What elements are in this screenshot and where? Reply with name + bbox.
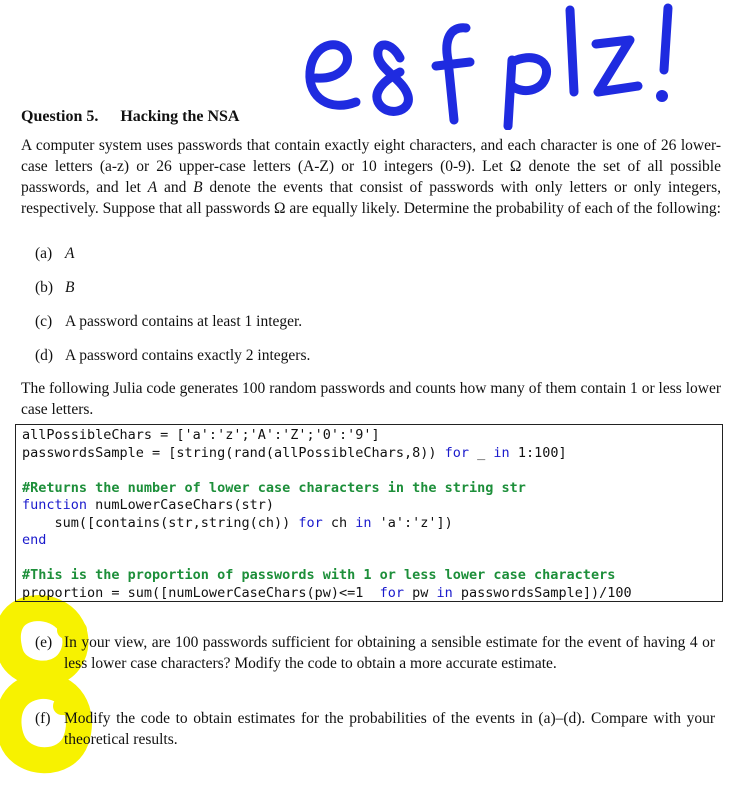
part-label: (e) — [35, 634, 53, 651]
code-line — [22, 515, 722, 533]
hand-ampersand — [377, 45, 409, 111]
code-text: proportion = sum([numLowerCaseChars(pw)<=1 — [22, 584, 380, 601]
code-text: ch — [322, 514, 356, 531]
question-intro: A computer system uses passwords that contain exactly eight characters, and each character is one of 26 lower-case letters (a-z) or 26 upper-case letters (A-Z) or 10 integers (0-9). Let Ω denote the set of all possible passwords, and let A and B denote the events that consist of passwords with only letters or only integers, respectively. Suppose that all passwords Ω are equally likely. Determine the probability of each of the following: — [21, 137, 721, 217]
code-text: passwordsSample = [string(rand(allPossibleChars,8)) — [22, 444, 445, 461]
code-keyword: for — [379, 584, 405, 601]
part-text: In your view, are 100 passwords sufficient for obtaining a sensible estimate for the event of having 4 or less lower case characters? Modify the code to obtain a more accurate estimate. — [64, 634, 715, 672]
handwritten-annotation — [300, 0, 700, 130]
code-block — [15, 424, 723, 602]
part-text: A password contains exactly 2 integers. — [65, 347, 311, 364]
code-comment: #This is the proportion of passwords with 1 or less lower case characters — [22, 567, 616, 583]
code-keyword: for — [298, 514, 323, 531]
part-f — [35, 708, 715, 750]
code-text: 'a':'z']) — [371, 514, 453, 531]
hand-letter-f — [436, 28, 470, 120]
julia-intro: The following Julia code generates 100 random passwords and counts how many of them contain 1 or less lower case letters. — [21, 380, 721, 418]
code-keyword: function — [22, 497, 88, 513]
part-d — [35, 347, 310, 365]
part-a — [35, 245, 74, 263]
hand-letter-z — [596, 40, 638, 92]
part-b — [35, 279, 74, 297]
question-title: Hacking the NSA — [120, 108, 240, 125]
hand-letter-l — [570, 10, 574, 92]
part-text: Modify the code to obtain estimates for the probabilities of the events in (a)–(d). Compare with your theoretical results. — [64, 710, 715, 748]
code-line — [22, 427, 722, 445]
hand-exclamation — [664, 8, 668, 70]
part-c — [35, 313, 302, 331]
part-e — [35, 632, 715, 674]
code-line — [22, 532, 722, 550]
code-keyword: for — [444, 444, 470, 461]
part-label: (b) — [35, 279, 54, 296]
code-keyword: in — [436, 584, 453, 601]
part-label: (f) — [35, 710, 51, 727]
part-text: A password contains at least 1 integer. — [65, 313, 303, 330]
code-line — [22, 567, 722, 585]
part-label: (d) — [35, 347, 54, 364]
hand-exclamation-dot — [656, 90, 668, 102]
code-text: passwordsSample])/100 — [452, 584, 632, 601]
part-label: (c) — [35, 313, 53, 330]
hand-letter-p — [508, 58, 547, 126]
code-text: sum([contains(str,string(ch)) — [22, 514, 299, 531]
code-text: 1:100] — [509, 444, 567, 461]
code-line — [22, 497, 722, 515]
code-line — [22, 462, 722, 480]
code-line — [22, 445, 722, 463]
highlighter-scribble — [0, 590, 120, 780]
code-text: pw — [404, 584, 437, 601]
question-number: Question 5. — [21, 108, 99, 125]
code-line — [22, 550, 722, 568]
part-text: A — [65, 245, 75, 262]
part-text: B — [65, 279, 75, 296]
code-keyword: in — [355, 514, 372, 531]
code-keyword: in — [493, 444, 510, 461]
code-comment: #Returns the number of lower case characters in the string str — [22, 479, 526, 496]
code-line — [22, 585, 722, 603]
part-label: (a) — [35, 245, 53, 262]
code-text: allPossibleChars = ['a':'z';'A':'Z';'0':'9'] — [22, 427, 380, 443]
code-keyword: end — [22, 532, 47, 548]
code-text: _ — [469, 444, 494, 461]
code-line — [22, 480, 722, 498]
hand-letter-e — [310, 45, 356, 106]
question-heading — [21, 108, 239, 126]
code-text: numLowerCaseChars(str) — [87, 497, 274, 513]
